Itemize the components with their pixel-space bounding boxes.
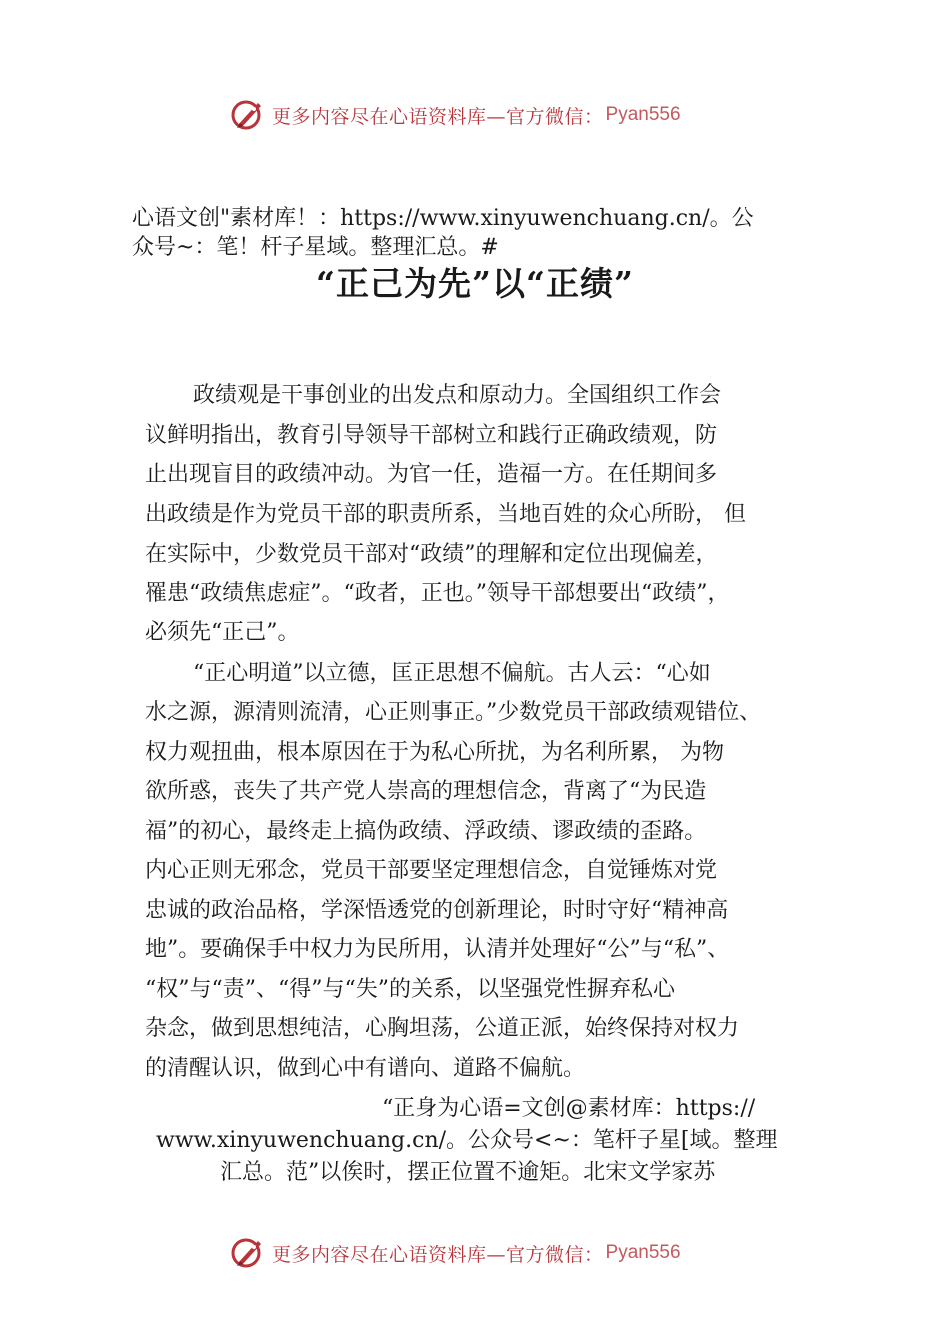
- footer-banner: [228, 1233, 748, 1273]
- body-line: 在实际中，少数党员干部对“政绩”的理解和定位出现偏差，: [145, 542, 718, 567]
- document-title: “正己为先”以“正绩”: [316, 264, 634, 303]
- body-line: “正身为心语=文创@素材库：https://: [382, 1096, 756, 1121]
- body-line: 汇总。范”以俟时，摆正位置不逾矩。北宋文学家苏: [220, 1160, 716, 1185]
- body-line: 罹患“政绩焦虑症”。“政者，正也。”领导干部想要出“政绩”，: [145, 581, 730, 606]
- body-line: 议鲜明指出，教育引导领导干部树立和践行正确政绩观，防: [145, 423, 718, 448]
- header-banner: [228, 95, 748, 135]
- body-line: 出政绩是作为党员干部的职责所系，当地百姓的众心所盼， 但: [145, 502, 746, 527]
- body-line: 权力观扭曲，根本原因在于为私心所扰，为名利所累， 为物: [145, 740, 724, 765]
- body-line: 杂念，做到思想纯洁，心胸坦荡，公道正派，始终保持对权力: [145, 1016, 740, 1041]
- body-line: 必须先“正己”。: [145, 620, 300, 645]
- banner-text: 更多内容尽在心语资料库—官方微信：: [272, 1243, 604, 1266]
- body-line: 水之源，源清则流清，心正则事正。”少数党员干部政绩观错位、: [145, 700, 762, 725]
- source-note-line-2: 众号~：笔！杆子星域。整理汇总。#: [132, 235, 499, 260]
- body-line: 止出现盲目的政绩冲动。为官一任，造福一方。在任期间多: [145, 462, 718, 487]
- quill-pen-logo-icon: [228, 1233, 268, 1273]
- banner-wechat-id: Pyan556: [605, 104, 681, 125]
- body-line: 地”。要确保手中权力为民所用，认清并处理好“公”与“私”、: [145, 937, 730, 962]
- quill-pen-logo-icon: [228, 95, 268, 135]
- body-line: 欲所惑，丧失了共产党人崇高的理想信念，背离了“为民造: [145, 779, 707, 804]
- body-line: www.xinyuwenchuang.cn/。公众号<~：笔杆子星[域。整理: [156, 1128, 778, 1153]
- body-line: 政绩观是干事创业的出发点和原动力。全国组织工作会: [193, 383, 722, 408]
- body-line: 的清醒认识，做到心中有谱向、道路不偏航。: [145, 1056, 586, 1081]
- body-line: 忠诚的政治品格，学深悟透党的创新理论，时时守好“精神高: [145, 898, 729, 923]
- source-note-line-1: 心语文创"素材库！：https://www.xinyuwenchuang.cn/。公: [132, 206, 754, 231]
- body-line: “正心明道”以立德，匡正思想不偏航。古人云：“心如: [193, 661, 711, 686]
- body-line: 福”的初心，最终走上搞伪政绩、浮政绩、谬政绩的歪路。: [145, 819, 707, 844]
- banner-wechat-id: Pyan556: [605, 1242, 681, 1263]
- body-line: “权”与“责”、“得”与“失”的关系，以坚强党性摒弃私心: [145, 977, 675, 1002]
- banner-text: 更多内容尽在心语资料库—官方微信：: [272, 105, 604, 128]
- body-line: 内心正则无邪念，党员干部要坚定理想信念，自觉锤炼对党: [145, 858, 718, 883]
